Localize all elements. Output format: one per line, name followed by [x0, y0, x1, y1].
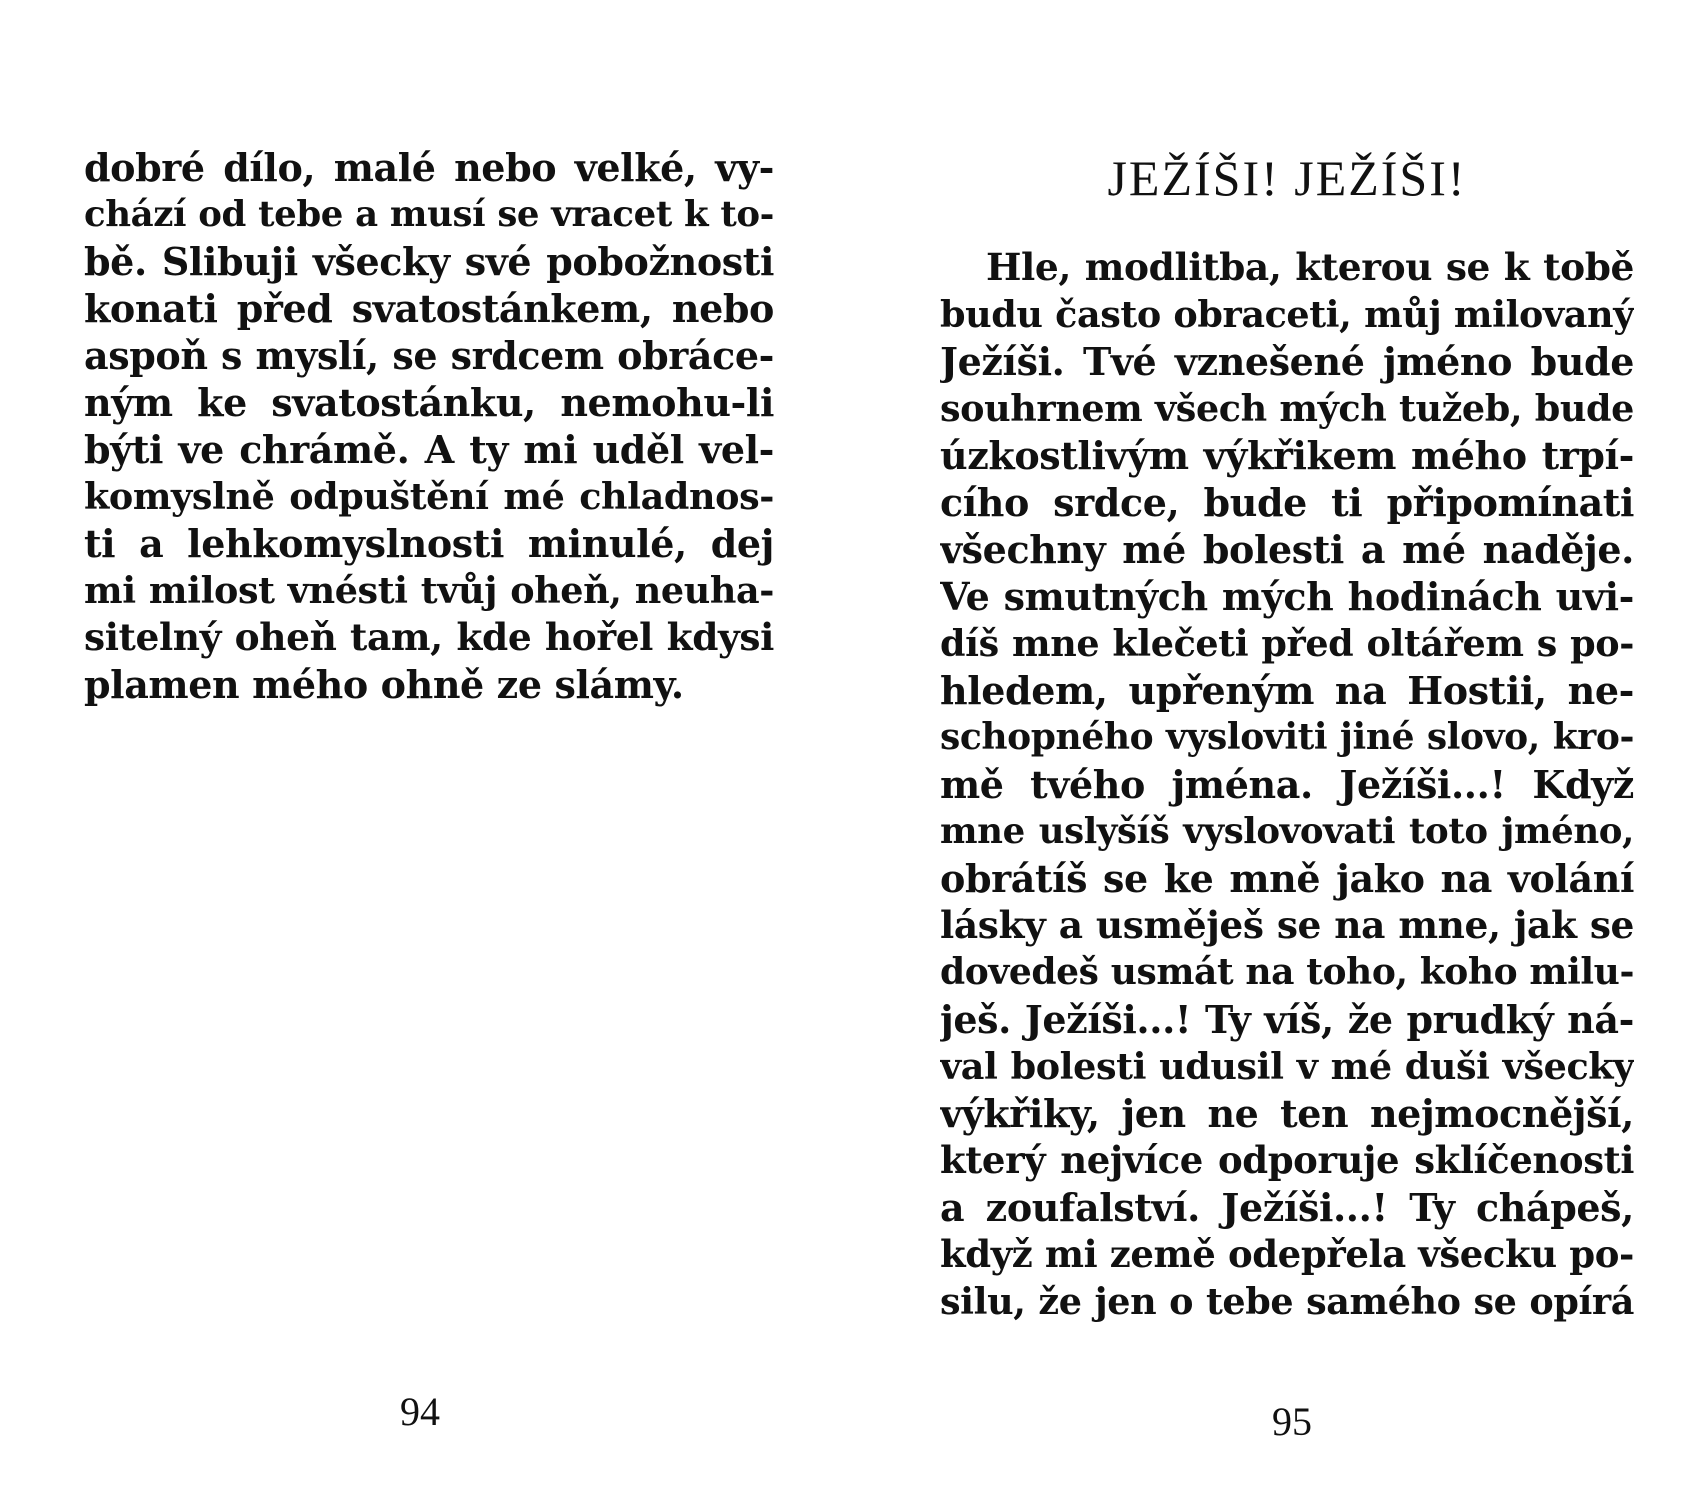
text-line: budu často obraceti, můj milovaný [940, 293, 1634, 336]
page-number-right: 95 [1272, 1399, 1312, 1444]
text-line: dobré dílo, malé nebo velké, vy- [84, 145, 774, 190]
text-line: bě. Slibuji všecky své pobožnosti [84, 239, 774, 284]
text-line: Ježíši. Tvé vznešené jméno bude [940, 339, 1634, 384]
right-page-text [940, 244, 1634, 1325]
text-line: schopného vysloviti jiné slovo, kro- [940, 716, 1634, 758]
text-line: mi milost vnésti tvůj oheň, neuha- [84, 569, 774, 612]
text-line: ným ke svatostánku, nemohu-li [84, 380, 774, 425]
text-line: plamen mého ohně ze slámy. [84, 662, 684, 707]
text-line: Hle, modlitba, kterou se k tobě [986, 245, 1634, 289]
text-line: val bolesti udusil v mé duši všecky [940, 1045, 1634, 1088]
text-line: dovedeš usmát na toho, koho milu- [940, 951, 1634, 993]
text-line: mě tvého jména. Ježíši...! Když [940, 762, 1634, 807]
text-line: chází od tebe a musí se vracet k to- [84, 194, 774, 235]
text-line: souhrnem všech mých tužeb, bude [940, 387, 1634, 430]
text-line: výkřiky, jen ne ten nejmocnější, [940, 1091, 1634, 1136]
text-line: aspoň s myslí, se srdcem obráce- [84, 333, 774, 378]
text-line: úzkostlivým výkřikem mého trpí- [940, 433, 1634, 478]
text-line: ješ. Ježíši...! Ty víš, že prudký ná- [940, 997, 1634, 1042]
text-line: mne uslyšíš vyslovovati toto jméno, [940, 811, 1634, 852]
text-line: cího srdce, bude ti připomínati [940, 480, 1634, 525]
text-line: Ve smutných mých hodinách uvi- [940, 574, 1634, 619]
chapter-title: JEŽÍŠI! JEŽÍŠI! [1107, 150, 1467, 206]
text-line: lásky a usměješ se na mne, jak se [940, 903, 1634, 947]
text-line: a zoufalství. Ježíši...! Ty chápeš, [940, 1185, 1634, 1230]
text-line: komyslně odpuštění mé chladnos- [84, 475, 774, 518]
text-line: který nejvíce odporuje sklíčenosti [940, 1138, 1634, 1182]
text-line: sitelný oheň tam, kde hořel kdysi [84, 615, 774, 659]
right-page [852, 0, 1704, 1500]
text-line: obrátíš se ke mně jako na volání [940, 856, 1634, 901]
text-line: když mi země odepřela všecku po- [940, 1232, 1634, 1276]
text-line: býti ve chrámě. A ty mi uděl vel- [84, 427, 774, 472]
text-line: konati před svatostánkem, nebo [84, 286, 774, 331]
left-page-text [84, 144, 774, 708]
text-line: silu, že jen o tebe samého se opírá [940, 1280, 1634, 1323]
page-number-left: 94 [400, 1389, 440, 1434]
text-line: všechny mé bolesti a mé naděje. [940, 527, 1634, 572]
text-line: ti a lehkomyslnosti minulé, dej [84, 521, 774, 566]
text-line: díš mne klečeti před oltářem s po- [940, 622, 1634, 665]
text-line: hledem, upřeným na Hostii, ne- [940, 668, 1634, 713]
